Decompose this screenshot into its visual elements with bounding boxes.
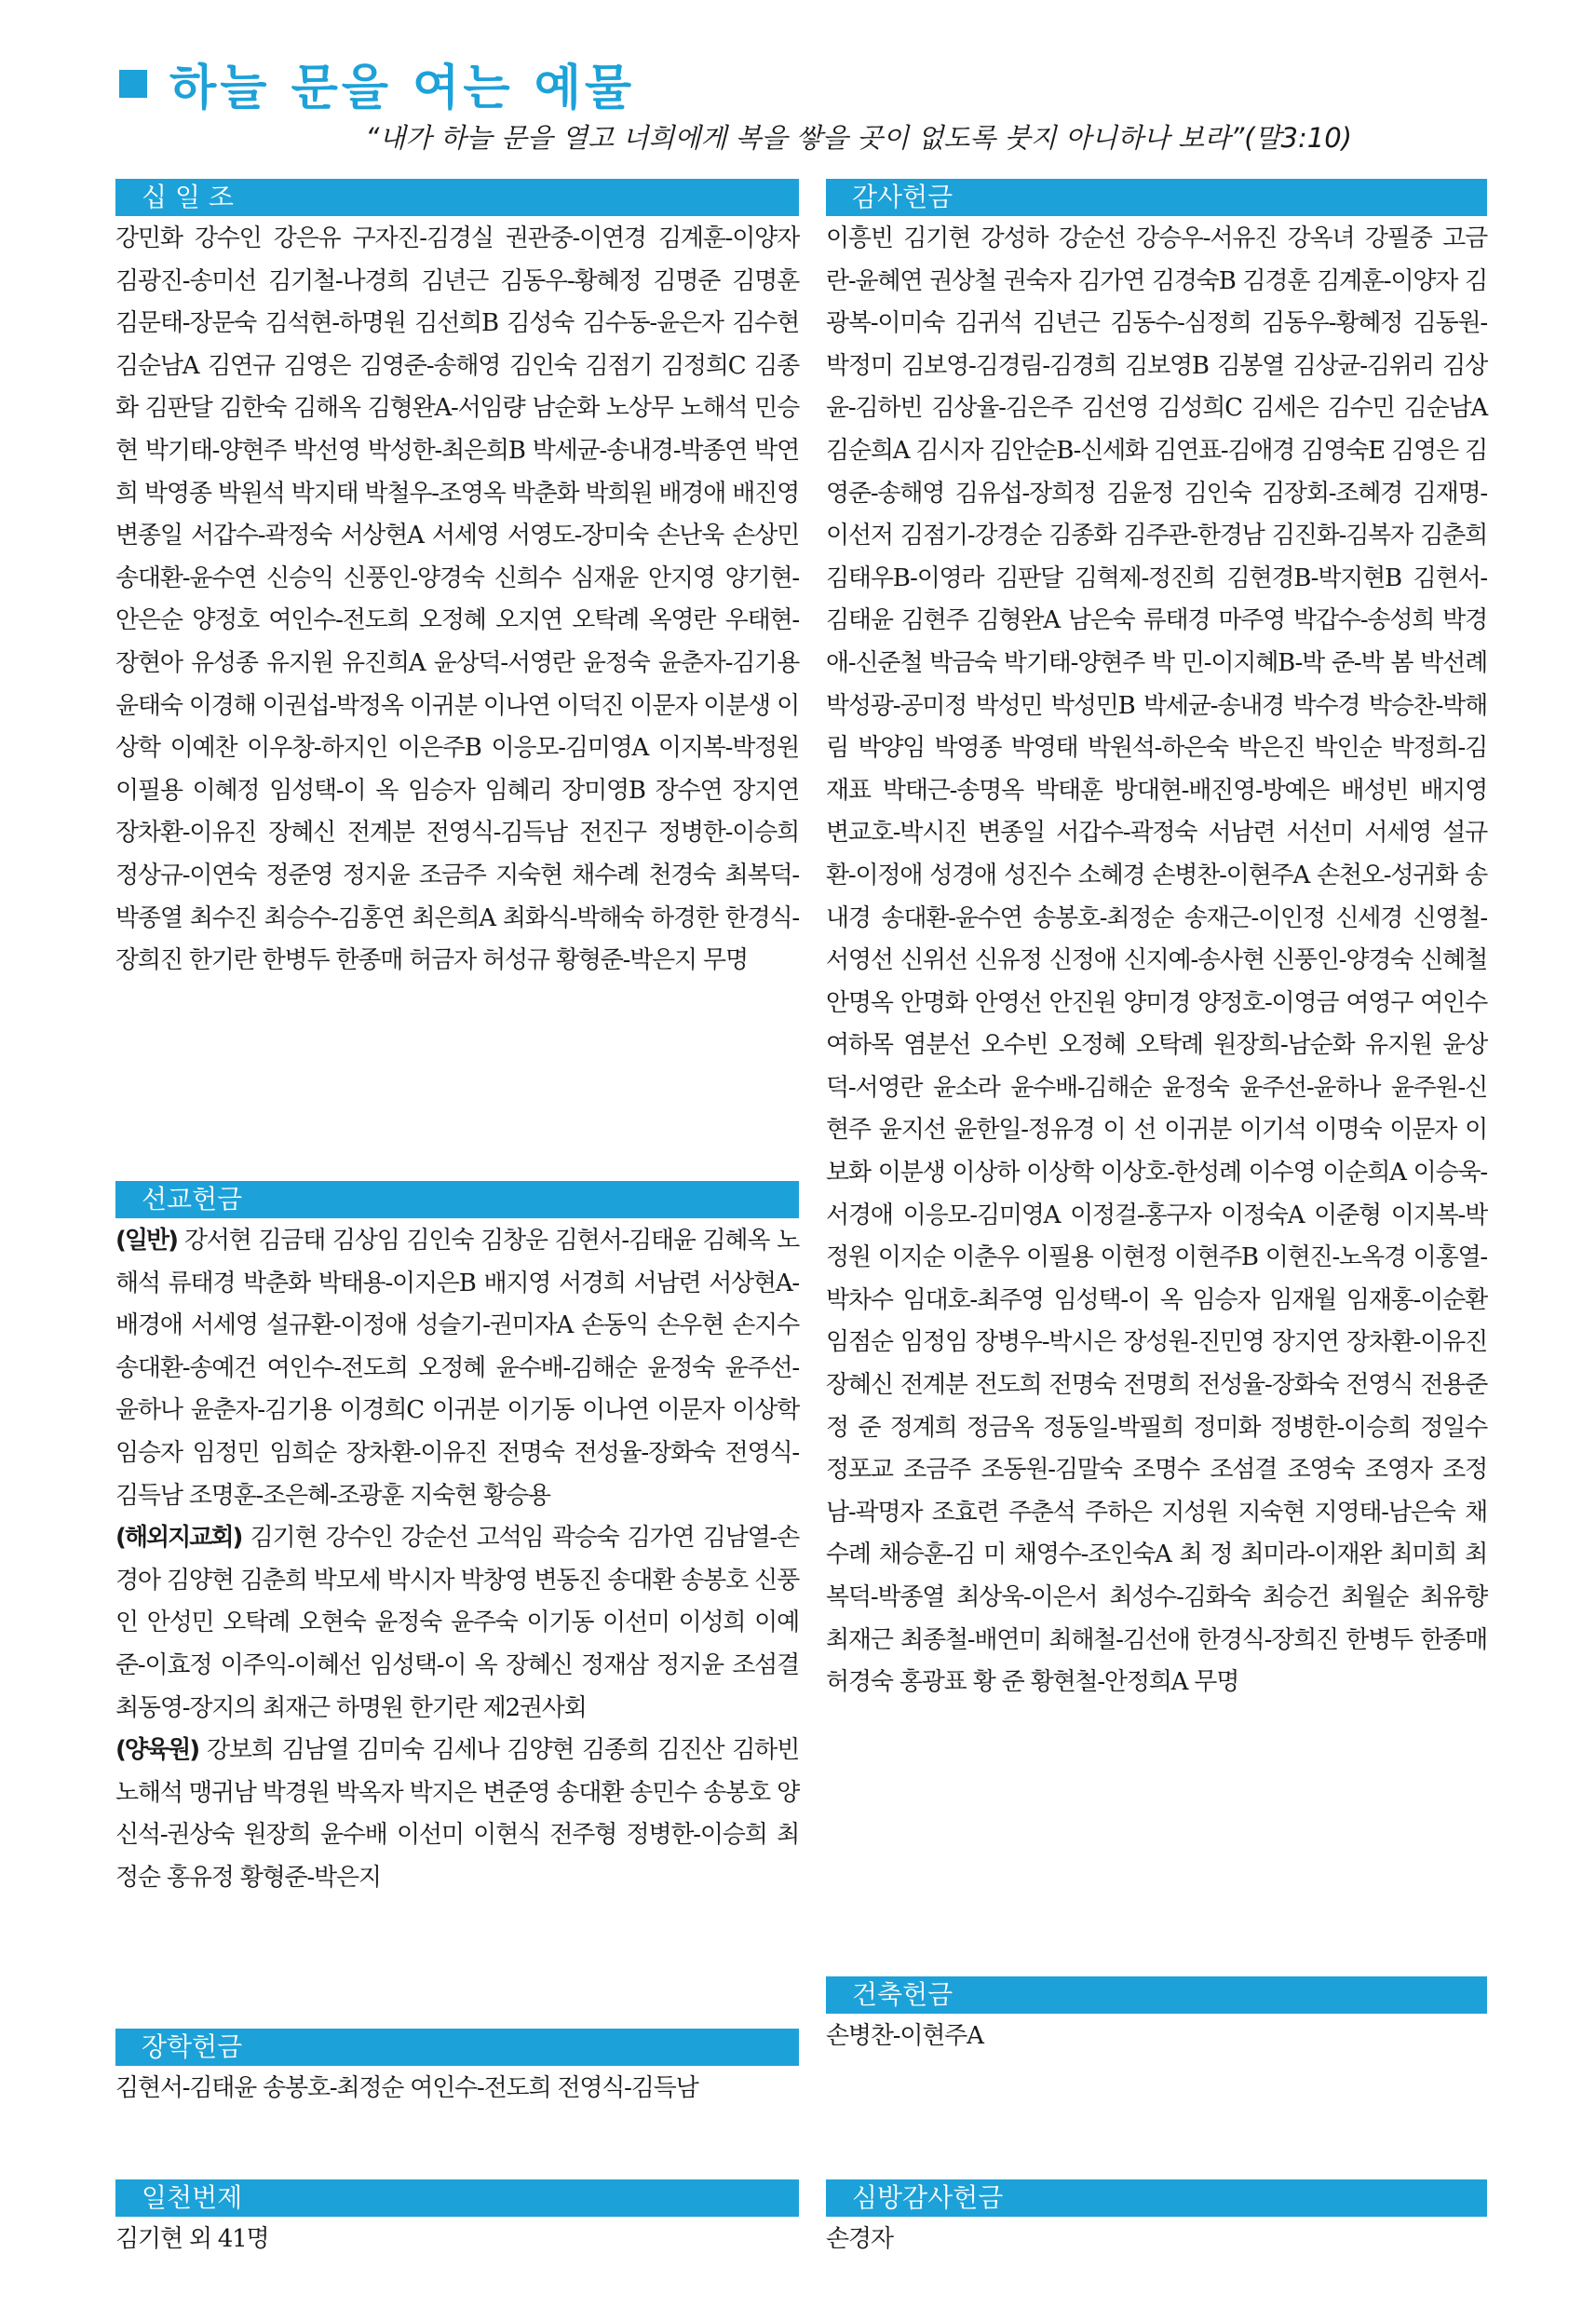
section-heading-visit-thanks: 심방감사헌금	[826, 2179, 1487, 2217]
mission-group-orphanage	[115, 1730, 799, 1899]
mission-group-label: (해외지교회)	[115, 1524, 242, 1553]
section-heading-tithe: 십 일 조	[115, 179, 799, 216]
title-square-icon	[119, 70, 147, 98]
section-building	[826, 1976, 1487, 2058]
mission-group-label: (일반)	[115, 1227, 177, 1255]
section-thanks	[826, 179, 1487, 1704]
mission-group-overseas	[115, 1517, 799, 1730]
section-text-first-thousand: 김기현 외 41명	[115, 2225, 269, 2253]
section-heading-first-thousand: 일천번제	[115, 2179, 799, 2217]
section-heading-mission: 선교헌금	[115, 1181, 799, 1218]
mission-group-text: 강보희 김남열 김미숙 김세나 김양현 김종희 김진산 김하빈 노해석 맹귀남 박경원 박옥자 박지은 변준영 송대환 송민수 송봉호 양신석-권상숙 원장희 윤수배 이선미 이현식 전주형 정병한-이승희 최정순 홍유정 황형준-박은지	[115, 1736, 799, 1892]
section-text-tithe: 강민화 강수인 강은유 구자진-김경실 권관중-이연경 김계훈-이양자 김광진-송미선 김기철-나경희 김년근 김동우-황혜정 김명준 김명훈 김문태-장문숙 김석현-하명원 김선희B 김성숙 김수동-윤은자 김수현 김순남A 김연규 김영은 김영준-송해영 김인숙 김점기 김정희C 김종화 김판달 김한숙 김해옥 김형완A-서임량 남순화 노상무 노해석 민승현 박기태-양현주 박선영 박성한-최은희B 박세균-송내경-박종연 박연희 박영종 박원석 박지태 박철우-조영옥 박춘화 박희원 배경애 배진영 변종일 서갑수-곽정숙 서상현A 서세영 서영도-장미숙 손난욱 손상민 송대환-윤수연 신승익 신풍인-양경숙 신희수 심재윤 안지영 양기현-안은순 양정호 여인수-전도희 오정혜 오지연 오탁례 옥영란 우태현-장현아 유성종 유지원 유진희A 윤상덕-서영란 윤정숙 윤춘자-김기용 윤태숙 이경해 이권섭-박정옥 이귀분 이나연 이덕진 이문자 이분생 이상학 이예찬 이우창-하지인 이은주B 이응모-김미영A 이지복-박정원 이필용 이혜정 임성택-이 옥 임승자 임혜리 장미영B 장수연 장지연 장차환-이유진 장혜신 전계분 전영식-김득남 전진구 정병한-이승희 정상규-이연숙 정준영 정지윤 조금주 지숙현 채수례 천경숙 최복덕-박종열 최수진 최승수-김홍연 최은희A 최화식-박해숙 하경한 한경식-장희진 한기란 한병두 한종매 허금자 허성규 황형준-박은지 무명	[115, 224, 799, 975]
section-text-building: 손병찬-이현주A	[826, 2022, 983, 2050]
mission-group-text: 강서현 김금태 김상임 김인숙 김창운 김현서-김태윤 김혜옥 노해석 류태경 박춘화 박태용-이지은B 배지영 서경희 서남련 서상현A-배경애 서세영 설규환-이정애 성슬기-권미자A 손동익 손우현 손지수 송대환-송예건 여인수-전도희 오정혜 윤수배-김해순 윤정숙 윤주선-윤하나 윤춘자-김기용 이경희C 이귀분 이기동 이나연 이문자 이상학 임승자 임정민 임희순 장차환-이유진 전명숙 전성율-장화숙 전영식-김득남 조명훈-조은혜-조광훈 지숙현 황승용	[115, 1227, 799, 1510]
section-visit-thanks	[826, 2179, 1487, 2261]
section-text-visit-thanks: 손경자	[826, 2225, 893, 2253]
page-title-row	[119, 48, 635, 118]
section-heading-building: 건축헌금	[826, 1976, 1487, 2014]
section-text-scholarship: 김현서-김태윤 송봉호-최정순 여인수-전도희 전영식-김득남	[115, 2074, 698, 2102]
section-heading-thanks: 감사헌금	[826, 179, 1487, 216]
section-text-thanks: 이흥빈 김기현 강성하 강순선 강승우-서유진 강옥녀 강필중 고금란-윤혜연 권상철 권숙자 김가연 김경숙B 김경훈 김계훈-이양자 김광복-이미숙 김귀석 김년근 김동수-심정희 김동우-황혜정 김동원-박정미 김보영-김경림-김경희 김보영B 김봉열 김상균-김위리 김상윤-김하빈 김상율-김은주 김선영 김성희C 김세은 김수민 김순남A 김순희A 김시자 김안순B-신세화 김연표-김애경 김영숙E 김영은 김영준-송해영 김유섭-장희정 김윤정 김인숙 김장회-조혜경 김재명-이선저 김점기-강경순 김종화 김주관-한경남 김진화-김복자 김춘희 김태우B-이영라 김판달 김혁제-정진희 김현경B-박지현B 김현서-김태윤 김현주 김형완A 남은숙 류태경 마주영 박갑수-송성희 박경애-신준철 박금숙 박기태-양현주 박 민-이지혜B-박 준-박 봄 박선례 박성광-공미정 박성민 박성민B 박세균-송내경 박수경 박승찬-박해림 박양임 박영종 박영태 박원석-하은숙 박은진 박인순 박정희-김재표 박태근-송명옥 박태훈 방대현-배진영-방예은 배성빈 배지영 변교호-박시진 변종일 서갑수-곽정숙 서남련 서선미 서세영 설규환-이정애 성경애 성진수 소혜경 손병찬-이현주A 손천오-성귀화 송내경 송대환-윤수연 송봉호-최정순 송재근-이인정 신세경 신영철-서영선 신위선 신유정 신정애 신지예-송사현 신풍인-양경숙 신혜철 안명옥 안명화 안영선 안진원 양미경 양정호-이영금 여영구 여인수 여하목 염분선 오수빈 오정혜 오탁례 원장희-남순화 유지원 윤상덕-서영란 윤소라 윤수배-김해순 윤정숙 윤주선-윤하나 윤주원-신현주 윤지선 윤한일-정유경 이 선 이귀분 이기석 이명숙 이문자 이보화 이분생 이상하 이상학 이상호-한성례 이수영 이순희A 이승욱-서경애 이응모-김미영A 이정걸-홍구자 이정숙A 이준형 이지복-박정원 이지순 이춘우 이필용 이현정 이현주B 이현진-노옥경 이홍열-박차수 임대호-최주영 임성택-이 옥 임승자 임재월 임재홍-이순환 임점순 임정임 장병우-박시은 장성원-진민영 장지연 장차환-이유진 장혜신 전계분 전도희 전명숙 전명희 전성율-장화숙 전영식 전용준 정 준 정계희 정금옥 정동일-박필희 정미화 정병한-이승희 정일수 정포교 조금주 조동원-김말숙 조명수 조섬결 조영숙 조영자 조정남-곽명자 조효련 주춘석 주하은 지성원 지숙현 지영태-남은숙 채수례 채승훈-김 미 채영수-조인숙A 최 정 최미라-이재완 최미희 최복덕-박종열 최상욱-이은서 최성수-김화숙 최승건 최월순 최유향 최재근 최종철-배연미 최해철-김선애 한경식-장희진 한병두 한종매 허경숙 홍광표 황 준 황현철-안정희A 무명	[826, 224, 1488, 1697]
section-heading-scholarship: 장학헌금	[115, 2029, 799, 2066]
section-scholarship	[115, 2029, 799, 2111]
section-tithe	[115, 179, 799, 983]
page-title: 하늘 문을 여는 예물	[169, 61, 636, 116]
section-first-thousand	[115, 2179, 799, 2261]
mission-group-general	[115, 1220, 799, 1517]
section-text-mission	[115, 1220, 799, 1900]
section-mission	[115, 1181, 799, 1900]
mission-group-label: (양육원)	[115, 1736, 199, 1765]
mission-group-text: 김기현 강수인 강순선 고석임 곽승숙 김가연 김남열-손경아 김양현 김춘희 박모세 박시자 박창영 변동진 송대환 송봉호 신풍인 안성민 오탁례 오현숙 윤정숙 윤주숙 이기동 이선미 이성희 이예준-이효정 이주익-이혜선 임성택-이 옥 장혜신 정재삼 정지윤 조섬결 최동영-장지의 최재근 하명원 한기란 제2권사회	[115, 1524, 799, 1722]
page-subtitle: “내가 하늘 문을 열고 너희에게 복을 쌓을 곳이 없도록 붓지 아니하나 보라”(말3:10)	[365, 122, 1352, 154]
